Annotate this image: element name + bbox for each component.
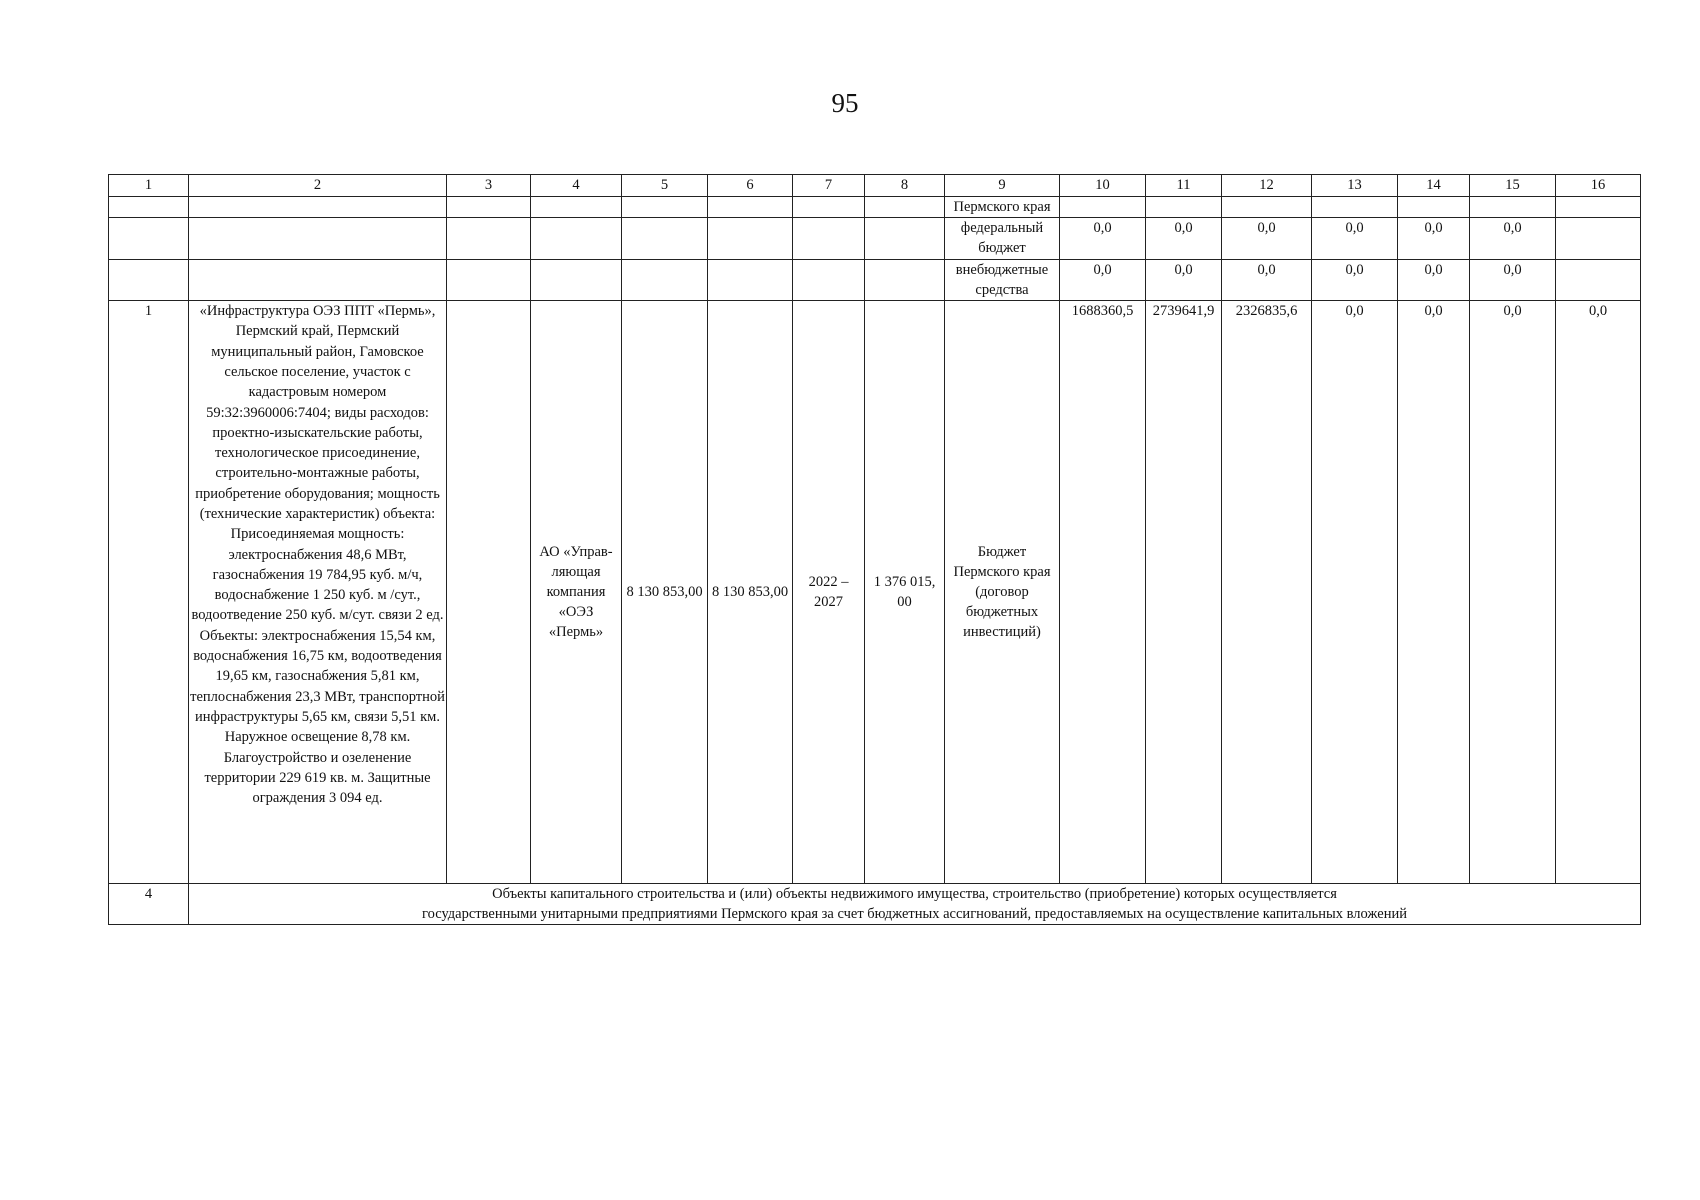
header-cell: 6 bbox=[708, 175, 793, 197]
header-cell: 12 bbox=[1222, 175, 1312, 197]
funding-source-cell: внебюджетные средства bbox=[945, 259, 1060, 300]
header-cell: 3 bbox=[447, 175, 531, 197]
row-number-cell: 4 bbox=[109, 884, 189, 925]
value-cell: 1688360,5 bbox=[1060, 301, 1146, 884]
value-cell: 0,0 bbox=[1470, 259, 1556, 300]
table-row bbox=[109, 259, 1641, 300]
investment-table bbox=[108, 174, 1641, 925]
value-cell: 2326835,6 bbox=[1222, 301, 1312, 884]
header-cell: 11 bbox=[1146, 175, 1222, 197]
table-row-main bbox=[109, 301, 1641, 884]
period-cell: 2022 – 2027 bbox=[793, 301, 865, 884]
header-cell: 5 bbox=[622, 175, 708, 197]
header-cell: 10 bbox=[1060, 175, 1146, 197]
section-title-cell bbox=[189, 884, 1641, 925]
value-cell: 0,0 bbox=[1060, 259, 1146, 300]
table-row bbox=[109, 197, 1641, 218]
header-row bbox=[109, 175, 1641, 197]
value-cell: 0,0 bbox=[1398, 301, 1470, 884]
value-cell: 0,0 bbox=[1470, 301, 1556, 884]
value-cell: 0,0 bbox=[1146, 259, 1222, 300]
section-title-line: государственными унитарными предприятиями Пермского края за счет бюджетных ассигнований, предоставляемых на осуществление капитальных вложений bbox=[422, 906, 1407, 923]
value-cell: 0,0 bbox=[1312, 259, 1398, 300]
header-cell: 16 bbox=[1556, 175, 1641, 197]
header-cell: 1 bbox=[109, 175, 189, 197]
value-cell: 0,0 bbox=[1312, 301, 1398, 884]
value-cell: 0,0 bbox=[1398, 218, 1470, 259]
page-number: 95 bbox=[831, 88, 859, 118]
object-description-cell: «Инфраструктура ОЭЗ ППТ «Пермь», Пермский край, Пермский муниципальный район, Гамовское сельское поселение, участок с кадастровым номером 59:32:3960006:7404; виды расходов: проектно-изыскательские работы, технологическое присоединение, строительно-монтажные работы, приобретение оборудования; мощность (технические характеристик) объекта: Присоединяемая мощность: электроснабжения 48,6 МВт, газоснабжения 19 784,95 куб. м/ч, водоснабжение 1 250 куб. м /сут., водоотведение 250 куб. м/сут. связи 2 ед. Объекты: электроснабжения 15,54 км, водоснабжения 16,75 км, водоотведения 19,65 км, газоснабжения 5,81 км, теплоснабжения 23,3 МВт, транспортной инфраструктуры 5,65 км, связи 5,51 км. Наружное освещение 8,78 км. Благоустройство и озеленение территории 229 619 кв. м. Защитные ограждения 3 094 ед. bbox=[189, 301, 447, 884]
funding-source-cell: федеральный бюджет bbox=[945, 218, 1060, 259]
estimated-cost-cell: 8 130 853,00 bbox=[622, 301, 708, 884]
header-cell: 4 bbox=[531, 175, 622, 197]
value-cell: 0,0 bbox=[1470, 218, 1556, 259]
value-cell: 0,0 bbox=[1312, 218, 1398, 259]
section-title-line: Объекты капитального строительства и (или) объекты недвижимого имущества, строительство (приобретение) которых осуществляется bbox=[492, 886, 1337, 903]
header-cell: 15 bbox=[1470, 175, 1556, 197]
header-cell: 7 bbox=[793, 175, 865, 197]
header-cell: 14 bbox=[1398, 175, 1470, 197]
value-cell: 2739641,9 bbox=[1146, 301, 1222, 884]
value-cell: 0,0 bbox=[1556, 301, 1641, 884]
header-cell: 2 bbox=[189, 175, 447, 197]
value-cell: 0,0 bbox=[1146, 218, 1222, 259]
value-cell: 0,0 bbox=[1060, 218, 1146, 259]
empty-cell bbox=[447, 301, 531, 884]
funding-source-cell: Бюджет Пермского края (договор бюджетных инвестиций) bbox=[945, 301, 1060, 884]
header-cell: 9 bbox=[945, 175, 1060, 197]
developer-cell: АО «Управ-ляющая компания «ОЭЗ «Пермь» bbox=[531, 301, 622, 884]
section-row bbox=[109, 884, 1641, 925]
header-cell: 8 bbox=[865, 175, 945, 197]
funding-source-cell: Пермского края bbox=[945, 197, 1060, 218]
total-cost-cell: 8 130 853,00 bbox=[708, 301, 793, 884]
value-cell: 0,0 bbox=[1222, 218, 1312, 259]
value-cell: 0,0 bbox=[1222, 259, 1312, 300]
amount-cell: 1 376 015, 00 bbox=[865, 301, 945, 884]
value-cell: 0,0 bbox=[1398, 259, 1470, 300]
header-cell: 13 bbox=[1312, 175, 1398, 197]
table-row bbox=[109, 218, 1641, 259]
row-number-cell: 1 bbox=[109, 301, 189, 884]
